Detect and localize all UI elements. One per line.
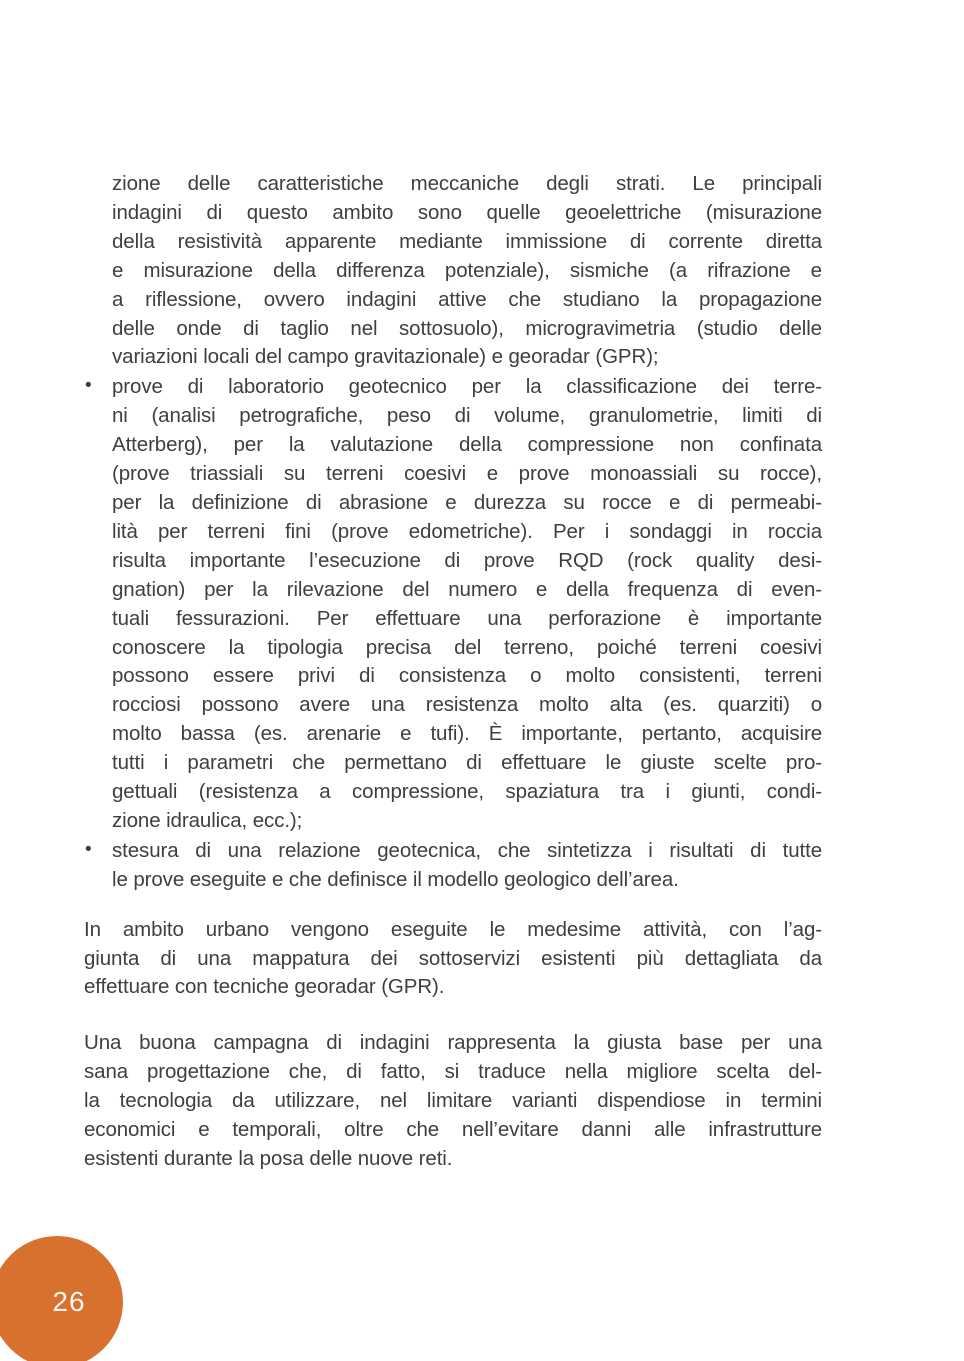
- bullet-item: [84, 837, 822, 895]
- text-line: prove di laboratorio geotecnico per la classificazione dei terre-: [112, 375, 822, 399]
- text-column: [84, 170, 822, 1174]
- text-line: stesura di una relazione geotecnica, che sintetizza i risultati di tutte: [112, 838, 822, 862]
- bullet-icon: •: [85, 838, 92, 860]
- text-line: ni (analisi petrografiche, peso di volume, granulometrie, limiti di: [112, 404, 822, 428]
- text-line: gnation) per la rilevazione del numero e della frequenza di even-: [112, 577, 822, 601]
- text-line: la tecnologia da utilizzare, nel limitare varianti dispendiose in termini: [84, 1089, 822, 1113]
- text-line: indagini di questo ambito sono quelle geoelettriche (misurazione: [112, 200, 822, 224]
- text-line: esistenti durante la posa delle nuove reti.: [84, 1147, 453, 1170]
- text-line: zione delle caratteristiche meccaniche degli strati. Le principali: [112, 172, 822, 195]
- text-line: rocciosi possono avere una resistenza molto alta (es. quarziti) o: [112, 693, 822, 717]
- paragraph: [84, 170, 822, 372]
- text-line: possono essere privi di consistenza o molto consistenti, terreni: [112, 664, 822, 688]
- text-line: In ambito urbano vengono eseguite le medesime attività, con l’ag-: [84, 917, 822, 941]
- bullet-icon: •: [85, 375, 92, 397]
- text-line: conoscere la tipologia precisa del terreno, poiché terreni coesivi: [112, 635, 822, 659]
- text-line: e misurazione della differenza potenziale), sismiche (a rifrazione e: [112, 258, 822, 282]
- text-line: molto bassa (es. arenarie e tufi). È importante, pertanto, acquisire: [112, 722, 822, 746]
- text-line: Una buona campagna di indagini rappresenta la giusta base per una: [84, 1031, 822, 1055]
- text-line: sana progettazione che, di fatto, si traduce nella migliore scelta del-: [84, 1060, 822, 1084]
- text-line: tutti i parametri che permettano di effettuare le giuste scelte pro-: [112, 751, 822, 775]
- text-line: risulta importante l’esecuzione di prove RQD (rock quality desi-: [112, 548, 822, 572]
- text-line: gettuali (resistenza a compressione, spaziatura tra i giunti, condi-: [112, 780, 822, 804]
- text-line: variazioni locali del campo gravitazionale) e georadar (GPR);: [112, 345, 659, 369]
- text-line: tuali fessurazioni. Per effettuare una perforazione è importante: [112, 606, 822, 630]
- text-line: effettuare con tecniche georadar (GPR).: [84, 975, 445, 999]
- page-number: 26: [52, 1286, 86, 1317]
- text-line: per la definizione di abrasione e durezza su rocce e di permeabi-: [112, 490, 822, 514]
- text-line: Atterberg), per la valutazione della compressione non confinata: [112, 433, 822, 457]
- text-line: le prove eseguite e che definisce il modello geologico dell’area.: [112, 867, 679, 891]
- text-line: giunta di una mappatura dei sottoservizi esistenti più dettagliata da: [84, 946, 822, 970]
- text-line: economici e temporali, oltre che nell’evitare danni alle infrastrutture: [84, 1118, 822, 1142]
- text-line: lità per terreni fini (prove edometriche). Per i sondaggi in roccia: [112, 519, 822, 543]
- paragraph: [84, 1029, 822, 1174]
- bullet-item: [84, 373, 822, 836]
- text-line: delle onde di taglio nel sottosuolo), microgravimetria (studio delle: [112, 316, 822, 340]
- text-line: zione idraulica, ecc.);: [112, 808, 303, 832]
- text-line: della resistività apparente mediante immissione di corrente diretta: [112, 229, 822, 253]
- page-number-badge: [0, 1236, 123, 1361]
- text-line: (prove triassiali su terreni coesivi e prove monoassiali su rocce),: [112, 462, 822, 486]
- paragraph: [84, 916, 822, 1003]
- text-line: a riflessione, ovvero indagini attive che studiano la propagazione: [112, 287, 822, 311]
